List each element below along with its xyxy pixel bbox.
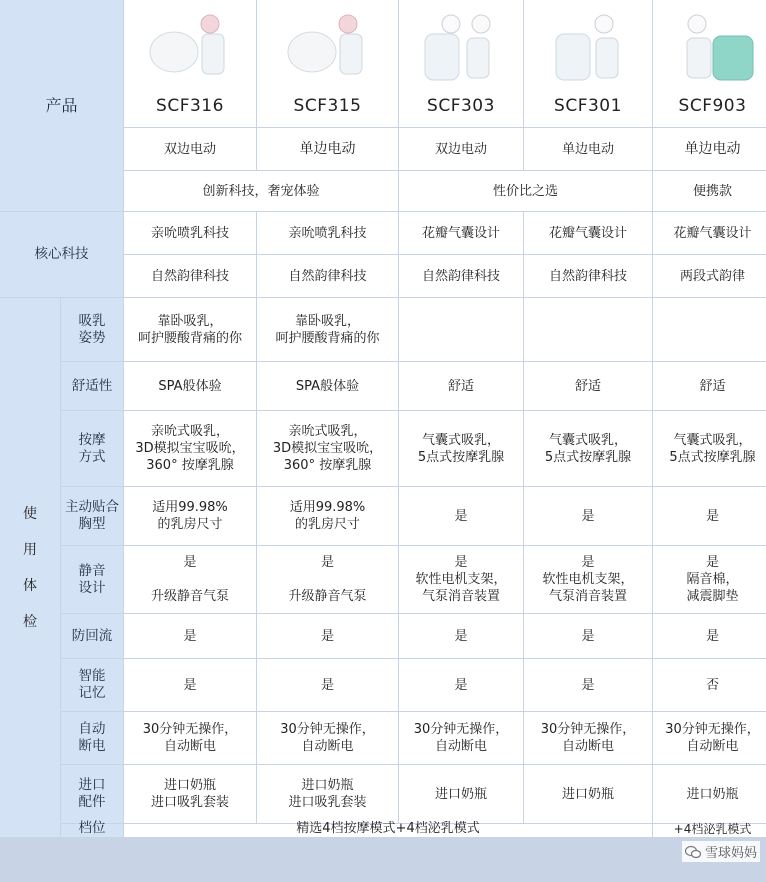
auto-off-cell: 30分钟无操作， 自动断电 — [653, 712, 766, 764]
memory-cell: 是 — [524, 659, 652, 711]
comfort-cell: SPA般体验 — [257, 362, 398, 410]
tech-cell: 花瓣气囊设计 — [653, 212, 766, 254]
tech-cell: 自然韵律科技 — [524, 255, 652, 297]
backflow-cell: 是 — [653, 614, 766, 658]
tech-cell: 亲吮喷乳科技 — [257, 212, 398, 254]
massage-cell: 亲吮式吸乳， 3D模拟宝宝吸吮， 360° 按摩乳腺 — [257, 411, 398, 486]
label-massage: 按摩 方式 — [61, 411, 123, 486]
silent-cell: 是 软性电机支架， 气泵消音装置 — [524, 546, 652, 613]
posture-cell — [653, 298, 766, 361]
fit-cell: 是 — [399, 487, 523, 545]
auto-off-cell: 30分钟无操作， 自动断电 — [124, 712, 256, 764]
label-memory: 智能 记忆 — [61, 659, 123, 711]
silent-cell: 是 升级静音气泵 — [124, 546, 256, 613]
usage-char: 体 — [23, 577, 37, 594]
label-silent: 静音 设计 — [61, 546, 123, 613]
massage-cell: 亲吮式吸乳， 3D模拟宝宝吸吮， 360° 按摩乳腺 — [124, 411, 256, 486]
pump-type: 双边电动 — [399, 128, 523, 170]
breast-pump-image — [411, 12, 511, 84]
memory-cell: 否 — [653, 659, 766, 711]
gear-main-text: 精选4档按摩模式+4档泌乳模式 — [296, 821, 480, 836]
label-posture: 吸乳 姿势 — [61, 298, 123, 361]
model-name: SCF316 — [156, 96, 224, 116]
comfort-cell: 舒适 — [653, 362, 766, 410]
posture-cell: 靠卧吸乳， 呵护腰酸背痛的你 — [257, 298, 398, 361]
model-name: SCF303 — [427, 96, 495, 116]
gear-main-cell — [124, 821, 652, 837]
watermark — [682, 841, 760, 862]
label-backflow: 防回流 — [61, 614, 123, 658]
imported-cell: 进口奶瓶 进口吸乳套装 — [257, 765, 398, 823]
tech-cell: 花瓣气囊设计 — [524, 212, 652, 254]
pump-type: 单边电动 — [524, 128, 652, 170]
silent-cell: 是 升级静音气泵 — [257, 546, 398, 613]
label-usage-check — [0, 298, 60, 837]
memory-cell: 是 — [399, 659, 523, 711]
pump-type: 双边电动 — [124, 128, 256, 170]
imported-cell: 进口奶瓶 — [653, 765, 766, 823]
massage-cell: 气囊式吸乳， 5点式按摩乳腺 — [524, 411, 652, 486]
comfort-cell: 舒适 — [399, 362, 523, 410]
usage-char: 用 — [23, 541, 37, 558]
label-auto-off: 自动 断电 — [61, 712, 123, 764]
posture-cell — [524, 298, 652, 361]
breast-pump-image — [538, 12, 638, 84]
memory-cell: 是 — [124, 659, 256, 711]
product-cell — [399, 0, 523, 127]
memory-cell: 是 — [257, 659, 398, 711]
fit-cell: 适用99.98% 的乳房尺寸 — [257, 487, 398, 545]
comfort-cell: 舒适 — [524, 362, 652, 410]
imported-cell: 进口奶瓶 进口吸乳套装 — [124, 765, 256, 823]
imported-cell: 进口奶瓶 — [399, 765, 523, 823]
gear-label-text: 档位 — [78, 820, 106, 836]
usage-char: 检 — [23, 613, 37, 630]
positioning-portable: 便携款 — [653, 171, 766, 211]
breast-pump-image — [140, 12, 240, 84]
auto-off-cell: 30分钟无操作， 自动断电 — [524, 712, 652, 764]
imported-cell: 进口奶瓶 — [524, 765, 652, 823]
tech-cell: 两段式韵律 — [653, 255, 766, 297]
label-imported: 进口 配件 — [61, 765, 123, 823]
fit-cell: 是 — [653, 487, 766, 545]
tech-cell: 自然韵律科技 — [399, 255, 523, 297]
backflow-cell: 是 — [524, 614, 652, 658]
backflow-cell: 是 — [399, 614, 523, 658]
product-cell — [257, 0, 398, 127]
silent-cell: 是 软性电机支架， 气泵消音装置 — [399, 546, 523, 613]
tech-cell: 花瓣气囊设计 — [399, 212, 523, 254]
pump-type: 单边电动 — [257, 128, 398, 170]
positioning-value: 性价比之选 — [399, 171, 652, 211]
silent-cell: 是 隔音棉， 减震脚垫 — [653, 546, 766, 613]
label-comfort: 舒适性 — [61, 362, 123, 410]
massage-cell: 气囊式吸乳， 5点式按摩乳腺 — [399, 411, 523, 486]
breast-pump-image — [663, 12, 763, 84]
positioning-premium: 创新科技，奢宠体验 — [124, 171, 398, 211]
label-product: 产品 — [0, 0, 123, 211]
breast-pump-image — [278, 12, 378, 84]
posture-cell — [399, 298, 523, 361]
gear-last-text: +4档泌乳模式 — [673, 822, 752, 836]
watermark-text: 雪球妈妈 — [704, 846, 757, 861]
tech-cell: 自然韵律科技 — [257, 255, 398, 297]
auto-off-cell: 30分钟无操作， 自动断电 — [257, 712, 398, 764]
gear-last-cell — [653, 824, 766, 837]
usage-char: 使 — [23, 505, 37, 522]
product-cell — [653, 0, 766, 127]
comfort-cell: SPA般体验 — [124, 362, 256, 410]
model-name: SCF315 — [293, 96, 362, 116]
tech-cell: 亲吮喷乳科技 — [124, 212, 256, 254]
model-name: SCF903 — [678, 96, 747, 116]
label-fit: 主动贴合 胸型 — [61, 487, 123, 545]
label-core-tech: 核心科技 — [0, 212, 123, 297]
backflow-cell: 是 — [124, 614, 256, 658]
label-gear — [61, 820, 123, 837]
product-cell — [124, 0, 256, 127]
posture-cell: 靠卧吸乳， 呵护腰酸背痛的你 — [124, 298, 256, 361]
fit-cell: 是 — [524, 487, 652, 545]
model-name: SCF301 — [554, 96, 622, 116]
auto-off-cell: 30分钟无操作， 自动断电 — [399, 712, 523, 764]
fit-cell: 适用99.98% 的乳房尺寸 — [124, 487, 256, 545]
tech-cell: 自然韵律科技 — [124, 255, 256, 297]
product-cell — [524, 0, 652, 127]
backflow-cell: 是 — [257, 614, 398, 658]
pump-type: 单边电动 — [653, 128, 766, 170]
massage-cell: 气囊式吸乳， 5点式按摩乳腺 — [653, 411, 766, 486]
wechat-icon — [685, 845, 701, 859]
